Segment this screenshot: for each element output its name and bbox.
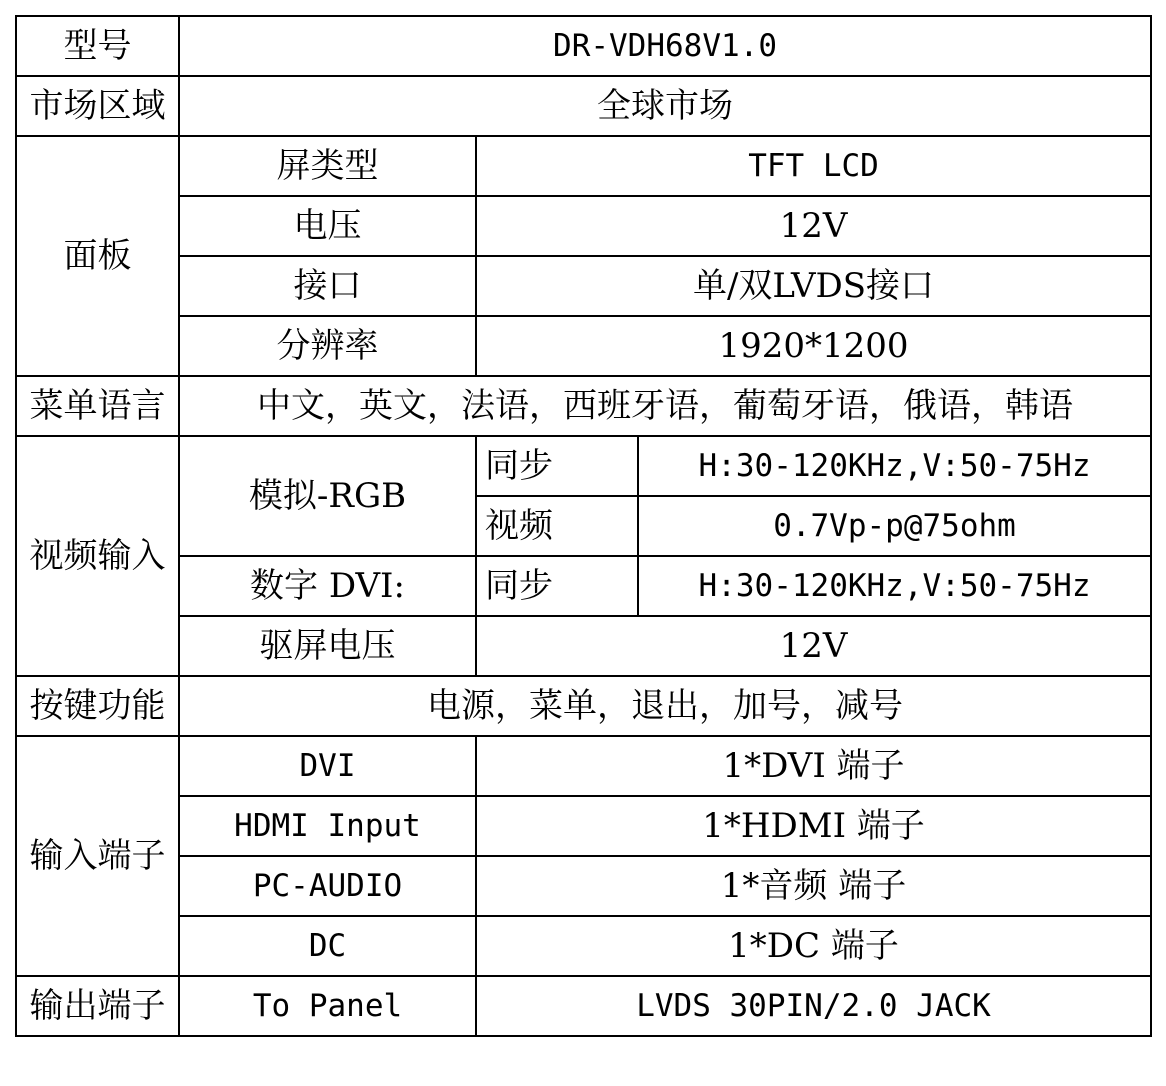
row-label-buttons: 按键功能 — [16, 676, 179, 736]
input-port-label: DVI — [179, 736, 476, 796]
row-label-input-ports: 输入端子 — [16, 736, 179, 976]
panel-item-label: 电压 — [179, 196, 476, 256]
output-port-value: LVDS 30PIN/2.0 JACK — [476, 976, 1151, 1036]
row-label-panel: 面板 — [16, 136, 179, 376]
table-row — [16, 316, 1151, 376]
row-label-menu-language: 菜单语言 — [16, 376, 179, 436]
row-label-video-input: 视频输入 — [16, 436, 179, 676]
table-row — [16, 136, 1151, 196]
spec-table — [15, 15, 1152, 1037]
analog-video-label: 视频 — [476, 496, 638, 556]
table-row — [16, 796, 1151, 856]
analog-sync-label: 同步 — [476, 436, 638, 496]
analog-video-value: 0.7Vp-p@75ohm — [638, 496, 1151, 556]
input-port-value: 1*音频 端子 — [476, 856, 1151, 916]
table-row — [16, 76, 1151, 136]
table-row — [16, 916, 1151, 976]
input-port-label: PC-AUDIO — [179, 856, 476, 916]
table-row — [16, 196, 1151, 256]
input-port-value: 1*HDMI 端子 — [476, 796, 1151, 856]
row-label-market: 市场区域 — [16, 76, 179, 136]
analog-sync-value: H:30-120KHz,V:50-75Hz — [638, 436, 1151, 496]
input-port-value: 1*DC 端子 — [476, 916, 1151, 976]
panel-item-value: 单/双LVDS接口 — [476, 256, 1151, 316]
table-row — [16, 556, 1151, 616]
digital-sync-value: H:30-120KHz,V:50-75Hz — [638, 556, 1151, 616]
table-row — [16, 16, 1151, 76]
digital-sync-label: 同步 — [476, 556, 638, 616]
buttons-value: 电源，菜单，退出，加号，减号 — [179, 676, 1151, 736]
table-row — [16, 436, 1151, 496]
menu-language-value: 中文，英文，法语，西班牙语，葡萄牙语，俄语，韩语 — [179, 376, 1151, 436]
table-row — [16, 976, 1151, 1036]
panel-item-label: 屏类型 — [179, 136, 476, 196]
drive-voltage-label: 驱屏电压 — [179, 616, 476, 676]
output-port-label: To Panel — [179, 976, 476, 1036]
model-value: DR-VDH68V1.0 — [179, 16, 1151, 76]
input-port-label: DC — [179, 916, 476, 976]
input-port-label: HDMI Input — [179, 796, 476, 856]
panel-item-value: 1920*1200 — [476, 316, 1151, 376]
row-label-output-ports: 输出端子 — [16, 976, 179, 1036]
digital-dvi-label: 数字 DVI: — [179, 556, 476, 616]
table-row — [16, 676, 1151, 736]
row-label-model: 型号 — [16, 16, 179, 76]
analog-rgb-label: 模拟-RGB — [179, 436, 476, 556]
panel-item-value: 12V — [476, 196, 1151, 256]
table-row — [16, 856, 1151, 916]
panel-item-label: 接口 — [179, 256, 476, 316]
drive-voltage-value: 12V — [476, 616, 1151, 676]
panel-item-value: TFT LCD — [476, 136, 1151, 196]
table-row — [16, 736, 1151, 796]
panel-item-label: 分辨率 — [179, 316, 476, 376]
market-value: 全球市场 — [179, 76, 1151, 136]
table-row — [16, 376, 1151, 436]
input-port-value: 1*DVI 端子 — [476, 736, 1151, 796]
table-row — [16, 256, 1151, 316]
table-row — [16, 616, 1151, 676]
